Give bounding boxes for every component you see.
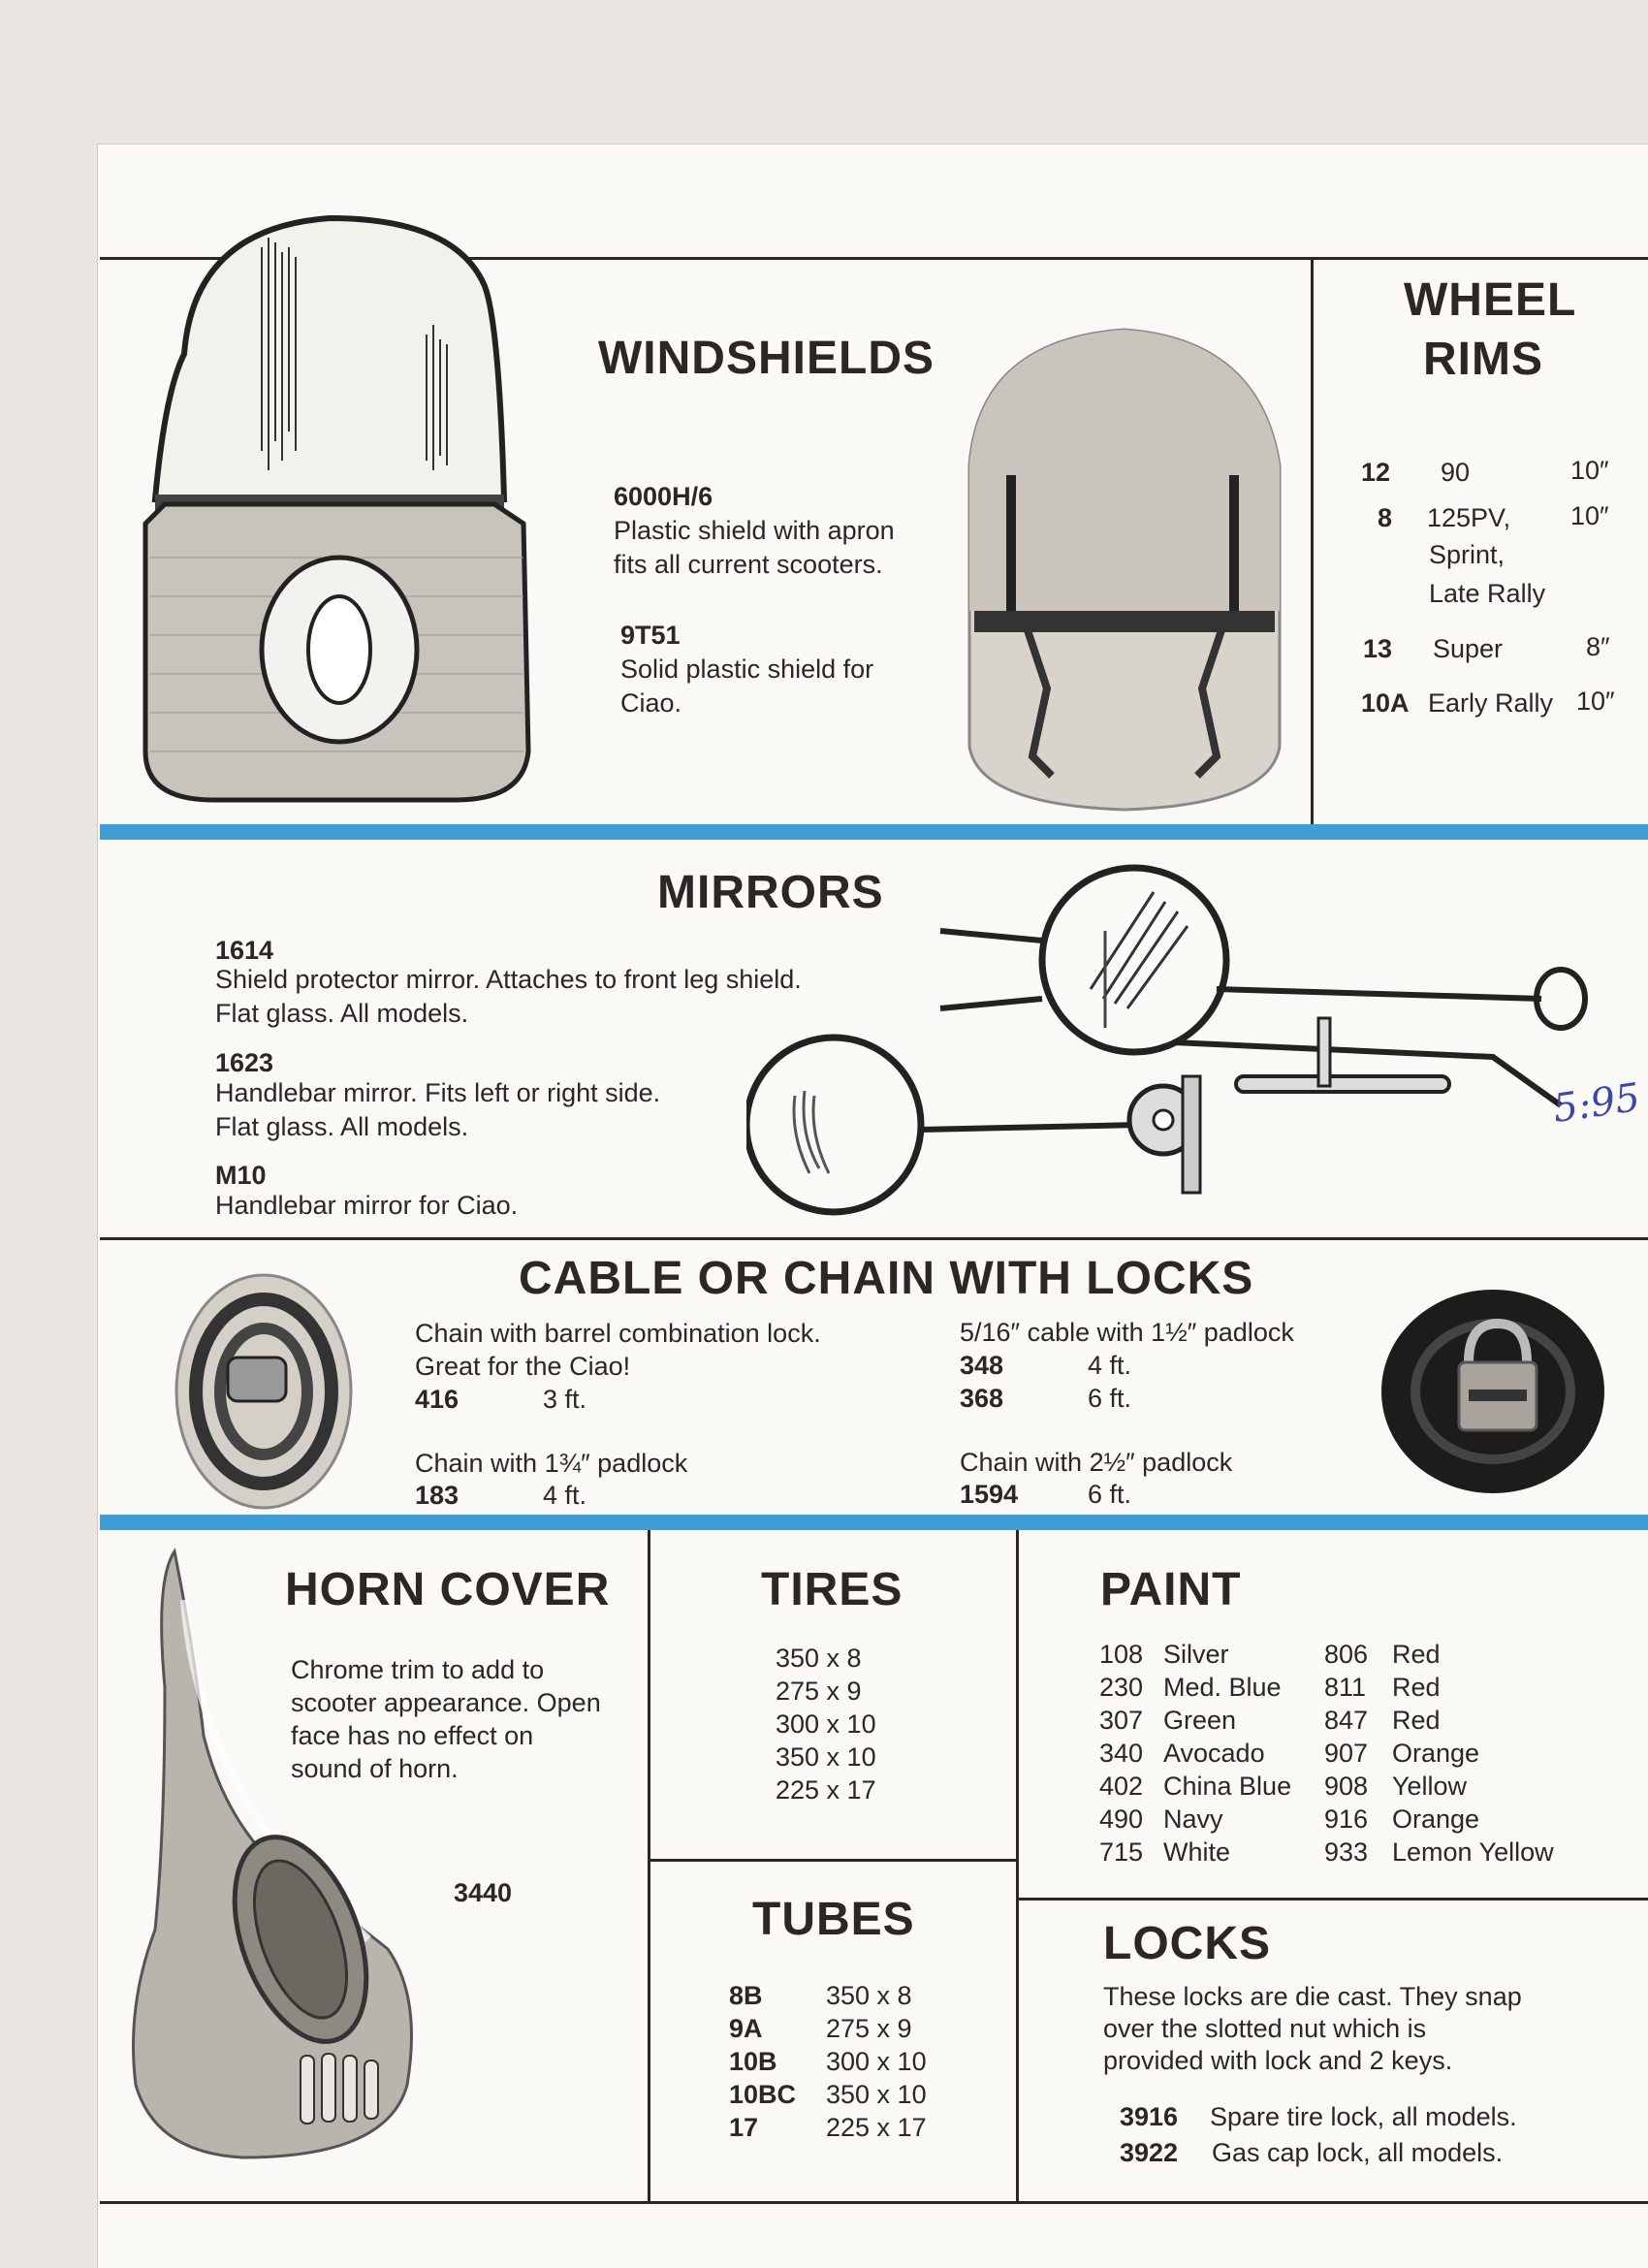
rim-size-3: 8″ [1586, 632, 1610, 661]
wheel-rims-divider [1311, 257, 1314, 824]
cable-code-348: 348 [960, 1351, 1004, 1380]
rim-model-2-extra2: Late Rally [1429, 579, 1546, 608]
rim-size-2: 10″ [1570, 501, 1609, 530]
windshield-code-2: 9T51 [620, 621, 681, 650]
mirror-desc-1a: Shield protector mirror. Attaches to front leg shield. [215, 965, 802, 994]
lock-code-3916: 3916 [1120, 2102, 1179, 2131]
locks-line3: provided with lock and 2 keys. [1103, 2046, 1453, 2075]
lock-desc-3916: Spare tire lock, all models. [1210, 2102, 1517, 2131]
rim-model-1: 90 [1441, 458, 1471, 487]
windshield-desc-2b: Ciao. [620, 688, 682, 718]
mirror-desc-2b: Flat glass. All models. [215, 1112, 469, 1141]
tire-size-2: 275 x 9 [776, 1677, 862, 1706]
windshield-desc-2a: Solid plastic shield for [620, 655, 874, 684]
chain-combination-lock-photo [170, 1265, 359, 1517]
mirrors-illustration [746, 853, 1638, 1241]
rim-size-1: 10″ [1570, 456, 1609, 485]
paint-right-code-5: 908 [1324, 1772, 1369, 1801]
paint-left-name-2: Med. Blue [1163, 1673, 1282, 1702]
tube-code-1: 8B [729, 1981, 763, 2010]
mirrors-title: MIRRORS [657, 867, 884, 918]
windshield-apron-illustration [136, 208, 572, 829]
bottom-rule [100, 2201, 1648, 2204]
paint-right-name-5: Yellow [1392, 1772, 1468, 1801]
locks-line1: These locks are die cast. They snap [1103, 1982, 1522, 2011]
chain-len-416: 3 ft. [543, 1385, 587, 1414]
chain-desc-3: Chain with 1¾″ padlock [415, 1449, 688, 1478]
tube-code-3: 10B [729, 2047, 777, 2076]
handwritten-price: 5:95 [1550, 1074, 1643, 1133]
lock-desc-3922: Gas cap lock, all models. [1212, 2138, 1504, 2167]
tire-size-4: 350 x 10 [776, 1742, 876, 1772]
rim-qty-3: 13 [1363, 634, 1393, 663]
paint-right-name-3: Red [1392, 1706, 1441, 1735]
windshield-ciao-photo [960, 320, 1289, 815]
horn-cover-line3: face has no effect on [291, 1721, 534, 1750]
rim-qty-1: 12 [1361, 458, 1391, 487]
wheel-rims-title-2: RIMS [1423, 334, 1543, 385]
paint-divider [1016, 1530, 1019, 2201]
tube-size-5: 225 x 17 [826, 2113, 927, 2142]
mirror-code-3: M10 [215, 1161, 267, 1190]
cable-desc-1: 5/16″ cable with 1½″ padlock [960, 1318, 1294, 1347]
tire-size-5: 225 x 17 [776, 1775, 876, 1805]
paint-right-code-3: 847 [1324, 1706, 1369, 1735]
tube-size-2: 275 x 9 [826, 2014, 912, 2043]
horn-cover-line4: sound of horn. [291, 1754, 459, 1783]
paint-left-code-7: 715 [1099, 1837, 1144, 1867]
paint-right-name-1: Red [1392, 1640, 1441, 1669]
paint-right-name-2: Red [1392, 1673, 1441, 1702]
paint-left-code-2: 230 [1099, 1673, 1144, 1702]
windshield-code-1: 6000H/6 [614, 482, 713, 511]
paint-left-name-6: Navy [1163, 1805, 1223, 1834]
paint-left-code-3: 307 [1099, 1706, 1144, 1735]
lock-code-3922: 3922 [1120, 2138, 1179, 2167]
rim-model-2-extra1: Sprint, [1429, 540, 1505, 569]
chain-desc-2: Great for the Ciao! [415, 1352, 631, 1381]
paint-left-code-5: 402 [1099, 1772, 1144, 1801]
tubes-title: TUBES [752, 1894, 915, 1945]
paint-left-name-4: Avocado [1163, 1739, 1265, 1768]
paint-right-code-4: 907 [1324, 1739, 1369, 1768]
chain-code-183: 183 [415, 1481, 460, 1510]
chain-code-416: 416 [415, 1385, 460, 1414]
paint-left-name-3: Green [1163, 1706, 1237, 1735]
locks-title: LOCKS [1103, 1918, 1271, 1969]
horn-cover-code: 3440 [454, 1878, 513, 1907]
cable-len-1594: 6 ft. [1088, 1480, 1132, 1509]
paint-right-code-2: 811 [1324, 1673, 1367, 1702]
paint-right-code-7: 933 [1324, 1837, 1369, 1867]
paint-right-name-7: Lemon Yellow [1392, 1837, 1554, 1867]
horn-cover-title: HORN COVER [285, 1564, 611, 1615]
paint-right-code-1: 806 [1324, 1640, 1369, 1669]
paint-left-name-1: Silver [1163, 1640, 1229, 1669]
tire-size-3: 300 x 10 [776, 1709, 876, 1739]
paint-right-name-6: Orange [1392, 1805, 1480, 1834]
cable-desc-2: Chain with 2½″ padlock [960, 1448, 1233, 1477]
paint-right-code-6: 916 [1324, 1805, 1369, 1834]
tire-size-1: 350 x 8 [776, 1644, 862, 1673]
mirror-desc-2a: Handlebar mirror. Fits left or right side. [215, 1078, 661, 1107]
locks-line2: over the slotted nut which is [1103, 2014, 1427, 2043]
paint-left-name-5: China Blue [1163, 1772, 1292, 1801]
paint-left-code-1: 108 [1099, 1640, 1144, 1669]
chain-padlock-photo [1377, 1285, 1609, 1498]
rim-model-2: 125PV, [1427, 503, 1511, 532]
mirror-desc-1b: Flat glass. All models. [215, 999, 469, 1028]
tube-size-4: 350 x 10 [826, 2080, 927, 2109]
paint-right-name-4: Orange [1392, 1739, 1480, 1768]
tube-code-2: 9A [729, 2014, 763, 2043]
cable-code-1594: 1594 [960, 1480, 1019, 1509]
horn-divider [648, 1530, 650, 2201]
tube-size-1: 350 x 8 [826, 1981, 912, 2010]
horn-cover-line1: Chrome trim to add to [291, 1655, 545, 1684]
tube-size-3: 300 x 10 [826, 2047, 927, 2076]
chain-len-183: 4 ft. [543, 1481, 587, 1510]
rim-model-4: Early Rally [1428, 688, 1554, 718]
paint-locks-rule [1018, 1898, 1648, 1901]
tires-title: TIRES [761, 1564, 903, 1615]
paint-left-code-6: 490 [1099, 1805, 1144, 1834]
cable-len-368: 6 ft. [1088, 1384, 1132, 1413]
cable-code-368: 368 [960, 1384, 1004, 1413]
mirror-code-1: 1614 [215, 936, 274, 965]
rim-model-3: Super [1433, 634, 1504, 663]
paint-title: PAINT [1100, 1564, 1242, 1615]
cable-len-348: 4 ft. [1088, 1351, 1132, 1380]
cable-locks-title: CABLE OR CHAIN WITH LOCKS [519, 1253, 1254, 1304]
rim-size-4: 10″ [1576, 687, 1615, 716]
horn-cover-photo [116, 1542, 427, 2162]
windshield-desc-1b: fits all current scooters. [614, 550, 883, 579]
rim-qty-4: 10A [1361, 688, 1410, 718]
horn-cover-line2: scooter appearance. Open [291, 1688, 601, 1717]
paint-left-name-7: White [1163, 1837, 1231, 1867]
tube-code-4: 10BC [729, 2080, 797, 2109]
rim-qty-2: 8 [1378, 503, 1393, 532]
paint-left-code-4: 340 [1099, 1739, 1144, 1768]
tube-code-5: 17 [729, 2113, 759, 2142]
mirror-desc-3a: Handlebar mirror for Ciao. [215, 1191, 519, 1220]
wheel-rims-title-1: WHEEL [1404, 274, 1577, 326]
windshields-title: WINDSHIELDS [598, 333, 935, 384]
mirror-code-2: 1623 [215, 1048, 274, 1077]
tires-tubes-rule [650, 1859, 1016, 1862]
windshield-desc-1a: Plastic shield with apron [614, 516, 895, 545]
chain-desc-1: Chain with barrel combination lock. [415, 1319, 821, 1348]
